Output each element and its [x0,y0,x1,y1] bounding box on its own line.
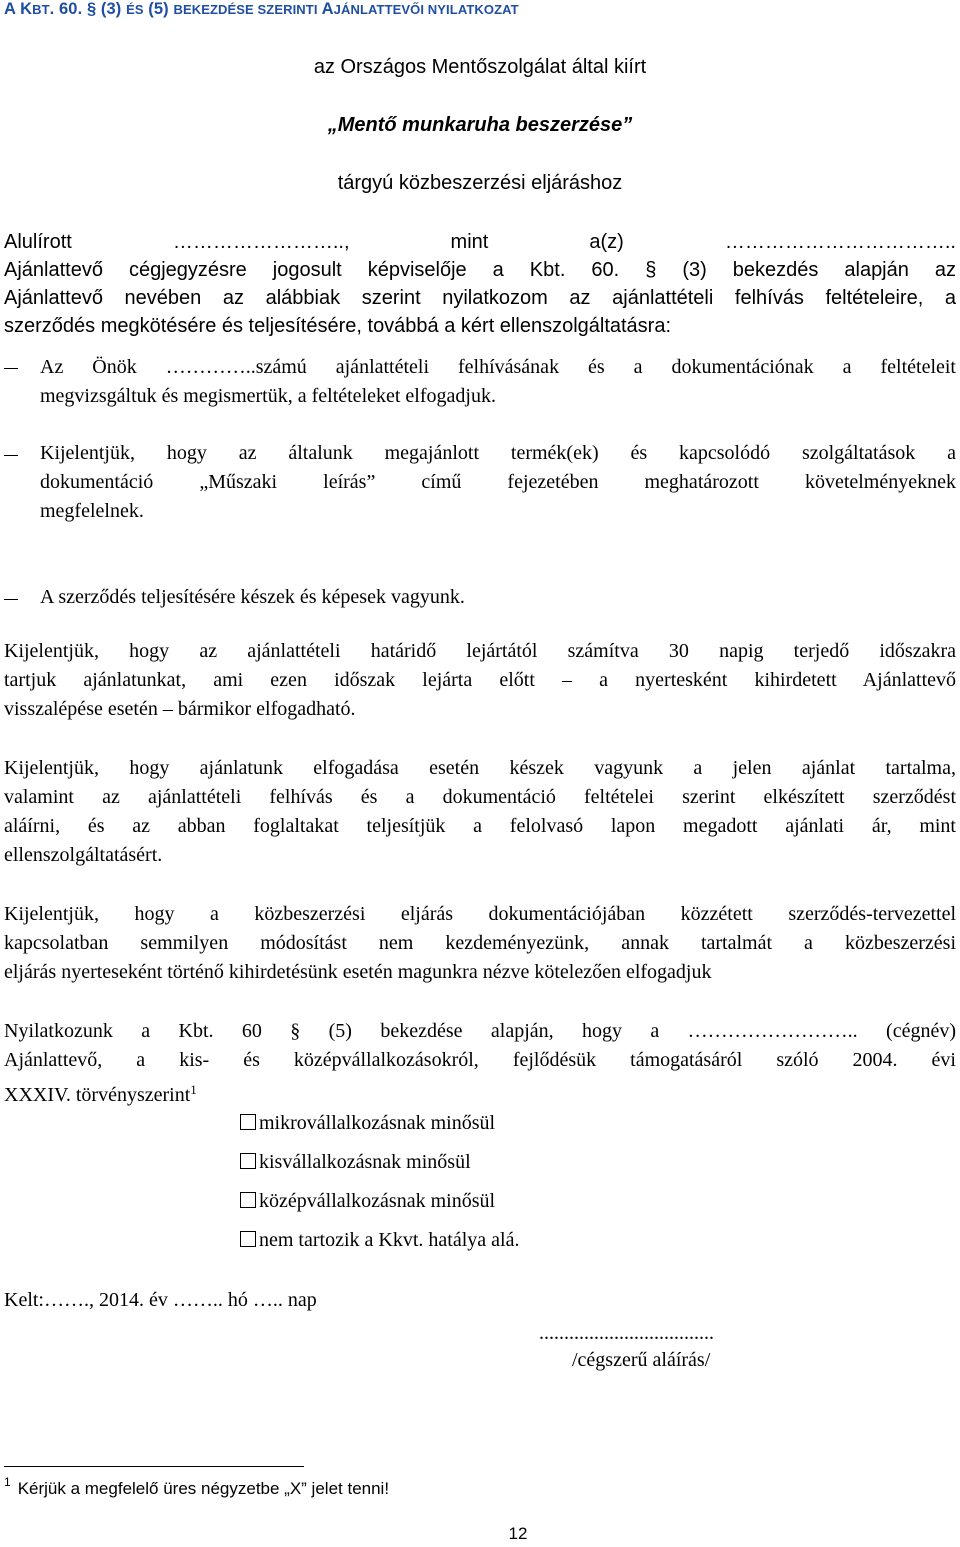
checkbox-icon[interactable] [240,1231,256,1247]
bullet-dash [4,599,18,600]
checkbox-icon[interactable] [240,1153,256,1169]
option-not-applicable[interactable]: nem tartozik a Kkvt. hatálya alá. [240,1229,519,1252]
tender-subject: „Mentő munkaruha beszerzése” [327,114,633,136]
page-number: 12 [508,1524,528,1543]
bullet-dash [4,368,18,369]
option-micro[interactable]: mikrovállalkozásnak minősül [240,1112,495,1135]
bullet-item-1: Az Önök …………..számú ajánlattételi felhívásának és a dokumentációnak a feltételeit megvizsgáltuk és megismertük, a feltételeket elfogadjuk. [40,356,956,407]
footnote-ref: 1 [190,1082,197,1097]
declaration-line-1: Alulírott …………………….., mint a(z) …………………………….. [4,231,956,253]
option-medium[interactable]: középvállalkozásnak minősül [240,1190,495,1213]
procedure-line: tárgyú közbeszerzési eljáráshoz [337,172,623,194]
bullet-item-2: Kijelentjük, hogy az általunk megajánlott termék(ek) és kapcsolódó szolgáltatások a dokumentáció „Műszaki leírás” című fejezetében meghatározott követelményeknek megfelelnek. [40,442,956,522]
declaration-line-2: Ajánlattevő cégjegyzésre jogosult képviselője a Kbt. 60. § (3) bekezdés alapján az [4,259,956,281]
checkbox-icon[interactable] [240,1192,256,1208]
document-header: A KBT. 60. § (3) ÉS (5) BEKEZDÉSE SZERINTI AJÁNLATTEVŐI NYILATKOZAT [4,0,519,18]
bullet-item-3: A szerződés teljesítésére készek és képesek vagyunk. [40,586,465,608]
paragraph-validity: Kijelentjük, hogy az ajánlattételi határidő lejártától számítva 30 napig terjedő időszakra tartjuk ajánlatunkat, ami ezen időszak lejárta előtt – a nyertesként kihirdetett Ajánlattevő visszalépése esetén – bármikor elfogadható. [4,640,956,720]
footnote-separator [4,1466,304,1467]
paragraph-contract: Kijelentjük, hogy ajánlatunk elfogadása esetén készek vagyunk a jelen ajánlat tartalma, valamint az ajánlattételi felhívás és a dokumentáció feltételei szerint elkészített szerződést aláírni, és az abban foglaltakat teljesítjük a felolvasó lapon megadott ajánlati ár, mint ellenszolgáltatásért. [4,757,956,866]
bullet-dash [4,455,18,456]
option-small[interactable]: kisvállalkozásnak minősül [240,1151,471,1174]
signature-label: /cégszerű aláírás/ [572,1349,711,1371]
declaration-line-3: Ajánlattevő nevében az alábbiak szerint nyilatkozom az ajánlattételi felhívás feltételeire, a [4,287,956,309]
footnote: $^1$ Kérjük a megfelelő üres négyzetbe „X” jelet tenni! [4,1475,390,1498]
issuer-line: az Országos Mentőszolgálat által kiírt [313,56,647,78]
signature-dots: ................................... [539,1322,714,1344]
date-line: Kelt:……., 2014. év …….. hó ….. nap [4,1289,317,1311]
sme-declaration: Nyilatkozunk a Kbt. 60 § (5) bekezdése alapján, hogy a …………………….. (cégnév) Ajánlattevő, a kis- és középvállalkozásokról, fejlődésük támogatásáról szóló 2004. évi XXXIV. törvényszerint$^1$ [4,1020,956,1106]
checkbox-icon[interactable] [240,1114,256,1130]
paragraph-draft-contract: Kijelentjük, hogy a közbeszerzési eljárás dokumentációjában közzétett szerződés-tervezettel kapcsolatban semmilyen módosítást nem kezdeményezünk, annak tartalmát a közbeszerzési eljárás nyerteseként történő kihirdetésünk esetén magunkra nézve kötelezően elfogadjuk [4,903,956,983]
declaration-line-4: szerződés megkötésére és teljesítésére, továbbá a kért ellenszolgáltatásra: [4,315,672,337]
